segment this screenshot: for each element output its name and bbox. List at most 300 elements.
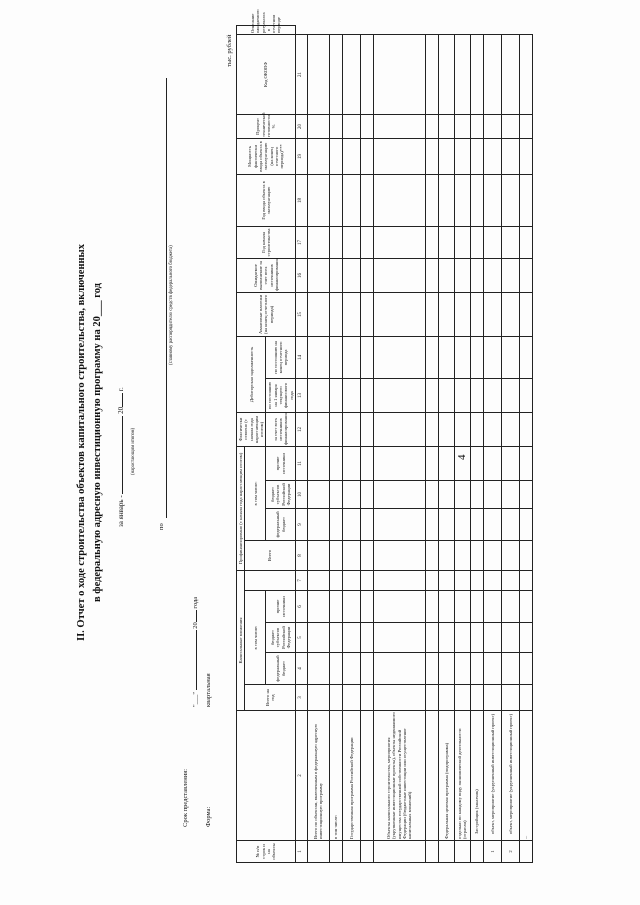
empty-cell bbox=[470, 591, 483, 623]
row-number-cell bbox=[373, 841, 425, 863]
empty-cell bbox=[454, 591, 470, 623]
empty-cell bbox=[342, 623, 360, 653]
col-financing-regional: бюджет субъектов Российской Федерации bbox=[266, 480, 295, 508]
col-number: 18 bbox=[295, 174, 307, 226]
empty-cell bbox=[329, 508, 342, 540]
empty-cell bbox=[360, 446, 373, 480]
empty-cell bbox=[425, 508, 438, 540]
empty-cell bbox=[329, 138, 342, 174]
col-number: 5 bbox=[295, 623, 307, 653]
empty-cell bbox=[470, 114, 483, 138]
empty-cell bbox=[425, 412, 438, 446]
empty-cell bbox=[329, 653, 342, 685]
empty-cell bbox=[519, 480, 532, 508]
empty-cell bbox=[501, 570, 519, 590]
table-row bbox=[454, 26, 470, 863]
empty-cell bbox=[373, 34, 425, 114]
empty-cell bbox=[342, 138, 360, 174]
empty-cell bbox=[501, 114, 519, 138]
empty-cell bbox=[307, 138, 329, 174]
empty-cell bbox=[483, 378, 501, 412]
empty-cell bbox=[360, 653, 373, 685]
empty-cell bbox=[307, 292, 329, 336]
table-row bbox=[438, 26, 454, 863]
empty-cell bbox=[501, 591, 519, 623]
empty-cell bbox=[307, 480, 329, 508]
row-label-cell: объект, мероприятие (укрупненный инвестиционный проект) bbox=[501, 711, 519, 841]
row-number-cell: 1 bbox=[483, 841, 501, 863]
empty-cell bbox=[483, 480, 501, 508]
col-okopf-header: Код ОКОПФ bbox=[237, 34, 296, 114]
empty-cell bbox=[342, 540, 360, 570]
col-capital-incl: в том числе: bbox=[245, 591, 266, 685]
empty-cell bbox=[329, 685, 342, 711]
empty-cell bbox=[307, 623, 329, 653]
empty-cell bbox=[373, 226, 425, 258]
empty-cell bbox=[329, 623, 342, 653]
report-title-line2: в федеральную адресную инвестиционную программу на 20___ год bbox=[92, 283, 103, 602]
row-label-cell bbox=[360, 711, 373, 841]
empty-cell bbox=[342, 653, 360, 685]
empty-cell bbox=[501, 540, 519, 570]
empty-cell bbox=[501, 174, 519, 226]
empty-cell bbox=[454, 378, 470, 412]
empty-cell bbox=[501, 685, 519, 711]
col-number: 10 bbox=[295, 480, 307, 508]
col-year-start-header: Год начала строительства bbox=[237, 226, 296, 258]
empty-cell bbox=[454, 480, 470, 508]
empty-cell bbox=[329, 570, 342, 590]
row-label-cell bbox=[425, 711, 438, 841]
empty-cell bbox=[342, 258, 360, 292]
table-row bbox=[329, 26, 342, 863]
empty-cell bbox=[329, 412, 342, 446]
empty-cell bbox=[307, 174, 329, 226]
col-capital-header: Капитальные вложения bbox=[237, 570, 245, 710]
empty-cell bbox=[470, 685, 483, 711]
empty-cell bbox=[342, 292, 360, 336]
row-number-cell bbox=[360, 841, 373, 863]
empty-cell bbox=[438, 226, 454, 258]
empty-cell bbox=[360, 226, 373, 258]
empty-cell bbox=[483, 446, 501, 480]
col-year-commission-header: Год ввода объекта в эксплуатацию bbox=[237, 174, 296, 226]
empty-cell bbox=[470, 138, 483, 174]
recipient-label: по bbox=[158, 523, 165, 530]
empty-cell bbox=[373, 480, 425, 508]
empty-cell bbox=[454, 138, 470, 174]
empty-cell bbox=[373, 336, 425, 378]
empty-cell bbox=[373, 591, 425, 623]
empty-cell bbox=[519, 336, 532, 378]
row-label-cell: отдельно по каждому виду экономической деятельности (отрасли) bbox=[454, 711, 470, 841]
empty-cell bbox=[454, 292, 470, 336]
empty-cell bbox=[329, 446, 342, 480]
col-number: 7 bbox=[295, 570, 307, 590]
table-row bbox=[470, 26, 483, 863]
empty-cell bbox=[438, 508, 454, 540]
empty-cell bbox=[519, 226, 532, 258]
col-advances-header: Авансовые платежи (на конец отчетного периода) bbox=[237, 292, 296, 336]
empty-cell bbox=[373, 114, 425, 138]
row-number-cell bbox=[425, 841, 438, 863]
empty-cell bbox=[501, 138, 519, 174]
empty-cell bbox=[438, 570, 454, 590]
empty-cell bbox=[425, 174, 438, 226]
empty-cell bbox=[425, 480, 438, 508]
empty-cell bbox=[470, 336, 483, 378]
empty-cell bbox=[454, 34, 470, 114]
empty-cell bbox=[373, 685, 425, 711]
row-label-cell: Застройщик (заказчик) bbox=[470, 711, 483, 841]
empty-cell bbox=[329, 258, 342, 292]
empty-cell bbox=[307, 446, 329, 480]
empty-cell bbox=[519, 508, 532, 540]
empty-cell bbox=[425, 591, 438, 623]
col-number: 13 bbox=[295, 378, 307, 412]
empty-cell bbox=[307, 114, 329, 138]
col-number: 14 bbox=[295, 336, 307, 378]
empty-cell bbox=[373, 508, 425, 540]
col-financing-incl: в том числе: bbox=[245, 446, 266, 540]
empty-cell bbox=[360, 591, 373, 623]
empty-cell bbox=[425, 114, 438, 138]
empty-cell bbox=[470, 226, 483, 258]
table-body bbox=[307, 26, 532, 863]
table-row bbox=[373, 26, 425, 863]
empty-cell bbox=[470, 412, 483, 446]
empty-cell bbox=[329, 480, 342, 508]
empty-cell bbox=[483, 138, 501, 174]
col-fact-all-sources: за счет всех источников финансирования bbox=[266, 412, 295, 446]
table-row bbox=[519, 26, 532, 863]
empty-cell bbox=[373, 174, 425, 226]
empty-cell bbox=[501, 653, 519, 685]
empty-cell bbox=[307, 226, 329, 258]
empty-cell bbox=[373, 412, 425, 446]
empty-cell bbox=[519, 653, 532, 685]
empty-cell bbox=[360, 508, 373, 540]
empty-cell bbox=[307, 591, 329, 623]
empty-cell bbox=[454, 570, 470, 590]
empty-cell bbox=[329, 591, 342, 623]
empty-cell bbox=[454, 540, 470, 570]
empty-cell bbox=[373, 446, 425, 480]
empty-cell bbox=[342, 570, 360, 590]
empty-cell bbox=[342, 508, 360, 540]
col-number: 17 bbox=[295, 226, 307, 258]
empty-cell bbox=[360, 685, 373, 711]
empty-cell bbox=[425, 570, 438, 590]
col-expected-result-header: Описание ожидаемого результата в отчетном периоде bbox=[237, 26, 296, 35]
period-label: за январь - bbox=[117, 495, 125, 527]
empty-cell bbox=[470, 540, 483, 570]
empty-cell bbox=[470, 623, 483, 653]
col-number: 2 bbox=[295, 711, 307, 841]
reporting-period bbox=[117, 387, 125, 527]
page-number: 4 bbox=[456, 454, 468, 460]
empty-cell bbox=[307, 570, 329, 590]
empty-cell bbox=[342, 412, 360, 446]
empty-cell bbox=[425, 653, 438, 685]
col-number: 6 bbox=[295, 591, 307, 623]
row-label-cell: объект, мероприятие (укрупненный инвестиционный проект) bbox=[483, 711, 501, 841]
empty-cell bbox=[342, 685, 360, 711]
empty-cell bbox=[307, 508, 329, 540]
empty-cell bbox=[329, 226, 342, 258]
empty-cell bbox=[483, 570, 501, 590]
empty-cell bbox=[470, 292, 483, 336]
empty-cell bbox=[470, 378, 483, 412]
empty-cell bbox=[329, 378, 342, 412]
empty-cell bbox=[438, 446, 454, 480]
empty-cell bbox=[519, 34, 532, 114]
empty-cell bbox=[425, 336, 438, 378]
empty-cell bbox=[360, 336, 373, 378]
col-expected-volume-header: Ожидаемое выполнение за счет всех источников финансирования bbox=[237, 258, 296, 292]
deadline-date bbox=[192, 597, 199, 707]
empty-cell bbox=[519, 623, 532, 653]
empty-cell bbox=[438, 258, 454, 292]
empty-cell bbox=[454, 226, 470, 258]
empty-cell bbox=[425, 378, 438, 412]
empty-cell bbox=[425, 623, 438, 653]
column-numbers-row bbox=[295, 26, 307, 863]
table-row bbox=[307, 26, 329, 863]
row-label-cell: в том числе: bbox=[329, 711, 342, 841]
empty-cell bbox=[342, 336, 360, 378]
empty-cell bbox=[501, 446, 519, 480]
empty-cell bbox=[483, 114, 501, 138]
deadline-year-suffix: года bbox=[192, 596, 199, 609]
empty-cell bbox=[373, 138, 425, 174]
table-row bbox=[501, 26, 519, 863]
row-number-cell: 2 bbox=[501, 841, 519, 863]
empty-cell bbox=[454, 446, 470, 480]
col-receivables-start: по состоянию на 1 января текущего финансового года bbox=[266, 378, 295, 412]
empty-cell bbox=[483, 653, 501, 685]
empty-cell bbox=[483, 34, 501, 114]
empty-cell bbox=[470, 258, 483, 292]
empty-cell bbox=[425, 138, 438, 174]
col-financing-other: прочие источники bbox=[266, 446, 295, 480]
period-year-prefix: 20 bbox=[117, 406, 125, 414]
empty-cell bbox=[342, 591, 360, 623]
empty-cell bbox=[342, 174, 360, 226]
empty-cell bbox=[360, 174, 373, 226]
deadline-label: Срок представления: bbox=[182, 768, 189, 827]
empty-cell bbox=[454, 623, 470, 653]
col-capital-total-year: Всего на год bbox=[245, 685, 296, 711]
period-year-suffix: г. bbox=[117, 387, 125, 392]
table-row bbox=[360, 26, 373, 863]
row-label-cell: Федеральная целевая программа (подпрограмма) bbox=[438, 711, 454, 841]
col-capital-other: прочие источники bbox=[266, 591, 295, 623]
col-number: 12 bbox=[295, 412, 307, 446]
empty-cell bbox=[438, 336, 454, 378]
empty-cell bbox=[307, 412, 329, 446]
empty-cell bbox=[342, 114, 360, 138]
empty-cell bbox=[454, 258, 470, 292]
empty-cell bbox=[360, 540, 373, 570]
empty-cell bbox=[501, 378, 519, 412]
recipient-hint: (главному распорядителю средств федерального бюджета) bbox=[169, 245, 174, 365]
empty-cell bbox=[501, 623, 519, 653]
empty-cell bbox=[342, 480, 360, 508]
period-hint: (нарастающим итогом) bbox=[131, 427, 136, 475]
empty-cell bbox=[483, 540, 501, 570]
empty-cell bbox=[360, 34, 373, 114]
empty-cell bbox=[519, 540, 532, 570]
empty-cell bbox=[360, 412, 373, 446]
empty-cell bbox=[483, 336, 501, 378]
col-number: 11 bbox=[295, 446, 307, 480]
empty-cell bbox=[501, 480, 519, 508]
empty-cell bbox=[470, 34, 483, 114]
empty-cell bbox=[329, 34, 342, 114]
empty-cell bbox=[307, 34, 329, 114]
empty-cell bbox=[483, 508, 501, 540]
col-financing-federal: федеральный бюджет bbox=[266, 508, 295, 540]
empty-cell bbox=[329, 336, 342, 378]
col-number: 9 bbox=[295, 508, 307, 540]
empty-cell bbox=[470, 653, 483, 685]
empty-cell bbox=[483, 226, 501, 258]
empty-cell bbox=[360, 138, 373, 174]
col-capital-federal: федеральный бюджет bbox=[266, 653, 295, 685]
empty-cell bbox=[438, 480, 454, 508]
empty-cell bbox=[483, 591, 501, 623]
empty-cell bbox=[438, 412, 454, 446]
empty-cell bbox=[519, 446, 532, 480]
empty-cell bbox=[425, 540, 438, 570]
empty-cell bbox=[501, 226, 519, 258]
row-number-cell bbox=[438, 841, 454, 863]
empty-cell bbox=[360, 623, 373, 653]
empty-cell bbox=[438, 292, 454, 336]
empty-cell bbox=[425, 446, 438, 480]
col-receivables-header: Дебиторская задолженность bbox=[237, 336, 266, 412]
empty-cell bbox=[342, 378, 360, 412]
table-row bbox=[483, 26, 501, 863]
empty-cell bbox=[360, 292, 373, 336]
empty-cell bbox=[360, 570, 373, 590]
empty-cell bbox=[373, 540, 425, 570]
empty-cell bbox=[501, 34, 519, 114]
empty-cell bbox=[483, 174, 501, 226]
report-title-line1: II. Отчет о ходе строительства объектов капитального строительства, включенных bbox=[76, 243, 87, 642]
empty-cell bbox=[438, 540, 454, 570]
empty-cell bbox=[501, 258, 519, 292]
deadline-day: "___" bbox=[192, 691, 199, 707]
col-number: 1 bbox=[295, 841, 307, 863]
empty-cell bbox=[438, 174, 454, 226]
row-label-cell: ... bbox=[519, 711, 532, 841]
empty-cell bbox=[438, 685, 454, 711]
row-number-cell bbox=[307, 841, 329, 863]
empty-cell bbox=[483, 623, 501, 653]
empty-cell bbox=[360, 258, 373, 292]
empty-cell bbox=[470, 508, 483, 540]
row-label-cell: Всего по объектам, включенным в федеральную адресную инвестиционную программу bbox=[307, 711, 329, 841]
col-financing-total: Всего bbox=[245, 540, 296, 570]
empty-cell bbox=[425, 226, 438, 258]
empty-cell bbox=[454, 685, 470, 711]
empty-cell bbox=[519, 685, 532, 711]
empty-cell bbox=[454, 114, 470, 138]
empty-cell bbox=[519, 591, 532, 623]
empty-cell bbox=[454, 412, 470, 446]
empty-cell bbox=[501, 292, 519, 336]
row-number-cell bbox=[342, 841, 360, 863]
table-row bbox=[425, 26, 438, 863]
empty-cell bbox=[307, 258, 329, 292]
empty-cell bbox=[342, 446, 360, 480]
empty-cell bbox=[519, 114, 532, 138]
col-number: 8 bbox=[295, 540, 307, 570]
empty-cell bbox=[519, 258, 532, 292]
units-label: тыс. рублей bbox=[226, 34, 233, 67]
empty-cell bbox=[373, 570, 425, 590]
col-number: 19 bbox=[295, 138, 307, 174]
empty-cell bbox=[501, 412, 519, 446]
empty-cell bbox=[425, 685, 438, 711]
col-number: 15 bbox=[295, 292, 307, 336]
row-label-cell: Государственная программа Российской Федерации bbox=[342, 711, 360, 841]
empty-cell bbox=[373, 292, 425, 336]
row-number-cell bbox=[519, 841, 532, 863]
empty-cell bbox=[329, 540, 342, 570]
empty-cell bbox=[483, 258, 501, 292]
empty-cell bbox=[470, 174, 483, 226]
row-number-cell bbox=[470, 841, 483, 863]
row-label-cell: Объекты капитального строительства, мероприятия (укрупненные инвестиционные проекты), объекты недвижимого имущества государственной собственности Российской Федерации (бюджетные инвестиции или осуществление капитальных вложений) bbox=[373, 711, 425, 841]
empty-cell bbox=[373, 258, 425, 292]
empty-cell bbox=[519, 292, 532, 336]
col-number: 21 bbox=[295, 34, 307, 114]
empty-cell bbox=[360, 114, 373, 138]
empty-cell bbox=[519, 378, 532, 412]
empty-cell bbox=[454, 508, 470, 540]
empty-cell bbox=[342, 34, 360, 114]
empty-cell bbox=[519, 570, 532, 590]
col-number: 16 bbox=[295, 258, 307, 292]
col-capital-regional: бюджет субъектов Российской Федерации bbox=[266, 623, 295, 653]
empty-cell bbox=[307, 336, 329, 378]
col-receivables-end: по состоянию на конец отчетного периода bbox=[266, 336, 295, 378]
empty-cell bbox=[519, 138, 532, 174]
empty-cell bbox=[329, 114, 342, 138]
deadline-year-prefix: 20 bbox=[192, 622, 199, 629]
empty-cell bbox=[454, 174, 470, 226]
empty-cell bbox=[329, 292, 342, 336]
empty-cell bbox=[470, 446, 483, 480]
empty-cell bbox=[425, 34, 438, 114]
empty-cell bbox=[519, 174, 532, 226]
empty-cell bbox=[438, 114, 454, 138]
empty-cell bbox=[519, 412, 532, 446]
row-number-cell bbox=[329, 841, 342, 863]
empty-cell bbox=[438, 138, 454, 174]
col-capacity-header: Мощность фактически ввода объекта в эксплуатацию (на конец отчетного периода)*** bbox=[237, 138, 296, 174]
col-rownum-header: № п/п строк и на объекты bbox=[237, 841, 296, 863]
empty-cell bbox=[454, 653, 470, 685]
empty-cell bbox=[438, 34, 454, 114]
empty-cell bbox=[483, 292, 501, 336]
form-value: квартальная bbox=[205, 673, 212, 707]
empty-cell bbox=[373, 653, 425, 685]
empty-cell bbox=[307, 653, 329, 685]
